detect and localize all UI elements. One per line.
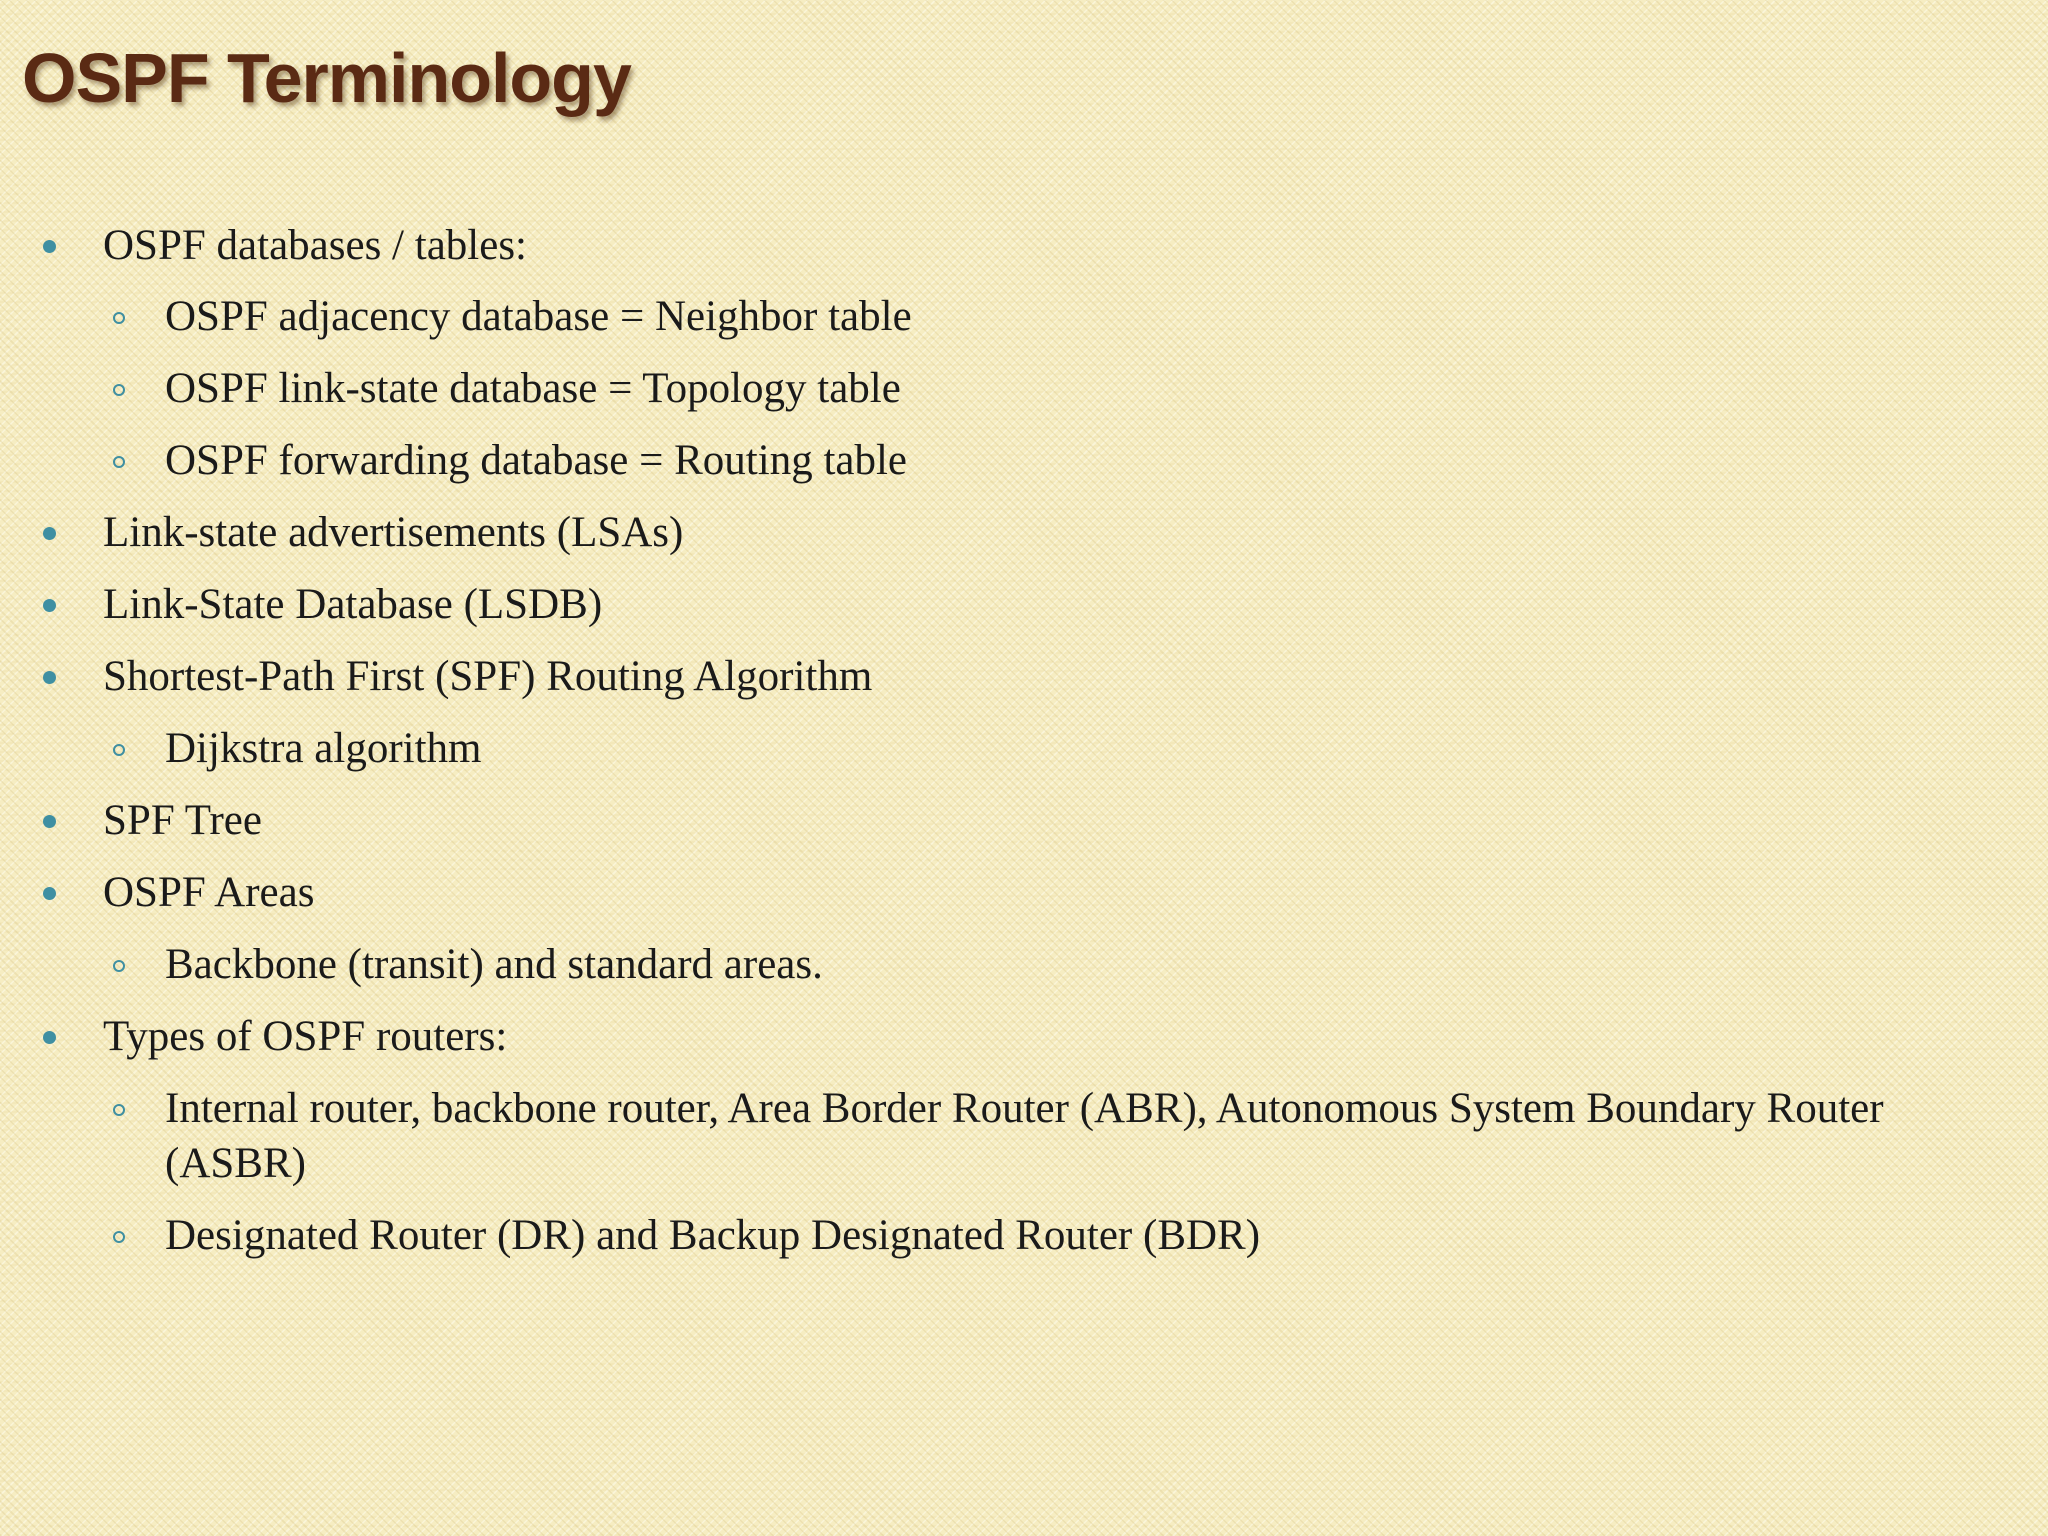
bullet-text: OSPF adjacency database = Neighbor table [165, 293, 912, 340]
bullet-text: Dijkstra algorithm [165, 725, 482, 772]
bullet-text: OSPF link-state database = Topology table [165, 365, 901, 412]
sub-bullet-item [0, 1208, 2000, 1263]
bullet-text: Types of OSPF routers: [103, 1013, 508, 1060]
sub-bullet-item [0, 361, 2000, 416]
bullet-text: OSPF forwarding database = Routing table [165, 437, 908, 484]
bullet-text: Shortest-Path First (SPF) Routing Algorithm [103, 653, 873, 700]
bullet-dot-icon [43, 815, 56, 828]
sub-bullet-item [0, 721, 2000, 776]
bullet-list [0, 218, 2000, 1263]
bullet-ring-icon [113, 960, 125, 972]
bullet-text: Designated Router (DR) and Backup Designated Router (BDR) [165, 1212, 1261, 1259]
bullet-item [0, 218, 2000, 273]
bullet-ring-icon [113, 1231, 125, 1243]
bullet-dot-icon [43, 599, 56, 612]
bullet-ring-icon [113, 384, 125, 396]
bullet-dot-icon [43, 1031, 56, 1044]
bullet-text: SPF Tree [103, 797, 262, 844]
bullet-item [0, 793, 2000, 848]
bullet-item [0, 1009, 2000, 1064]
bullet-dot-icon [43, 671, 56, 684]
bullet-item [0, 577, 2000, 632]
bullet-item [0, 649, 2000, 704]
bullet-ring-icon [113, 1104, 125, 1116]
bullet-text: OSPF Areas [103, 869, 315, 916]
bullet-text: Link-state advertisements (LSAs) [103, 509, 684, 556]
sub-bullet-item [0, 937, 2000, 992]
bullet-ring-icon [113, 456, 125, 468]
bullet-text: Internal router, backbone router, Area Border Router (ABR), Autonomous System Boundary Router (ASBR) [165, 1085, 1884, 1187]
bullet-ring-icon [113, 744, 125, 756]
bullet-text: Backbone (transit) and standard areas. [165, 941, 823, 988]
bullet-text: OSPF databases / tables: [103, 222, 527, 269]
bullet-dot-icon [43, 527, 56, 540]
sub-bullet-item [0, 1081, 1955, 1191]
sub-bullet-item [0, 289, 2000, 344]
bullet-item [0, 865, 2000, 920]
sub-bullet-item [0, 433, 2000, 488]
bullet-text: Link-State Database (LSDB) [103, 581, 603, 628]
slide-title: OSPF Terminology [22, 39, 631, 117]
bullet-dot-icon [43, 240, 56, 253]
bullet-dot-icon [43, 887, 56, 900]
bullet-item [0, 505, 2000, 560]
bullet-ring-icon [113, 312, 125, 324]
